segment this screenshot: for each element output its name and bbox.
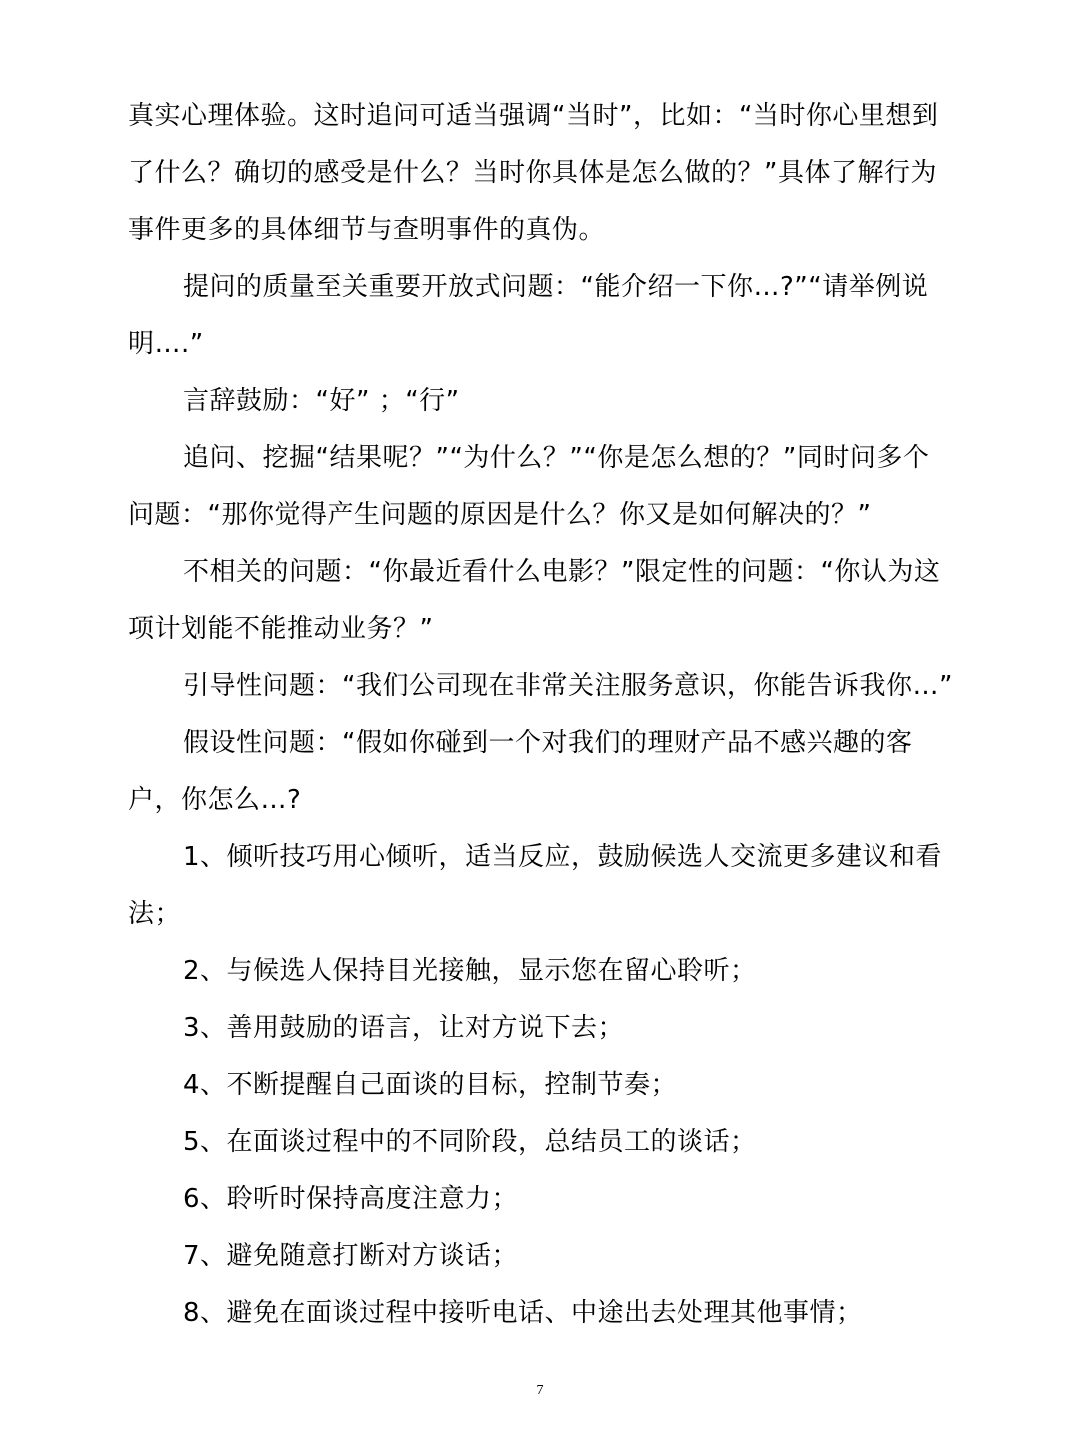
paragraph-hypothetical-questions: 假设性问题：“假如你碰到一个对我们的理财产品不感兴趣的客户，你怎么…? bbox=[128, 728, 913, 815]
paragraph-continuation: 真实心理体验。这时追问可适当强调“当时”，比如：“当时你心里想到了什么？确切的感受是什么？当时你具体是怎么做的？”具体了解行为事件更多的具体细节与查明事件的真伪。 bbox=[128, 101, 939, 245]
list-item-4: 4、不断提醒自己面谈的目标，控制节奏； bbox=[183, 1070, 678, 1100]
paragraph-irrelevant-questions: 不相关的问题：“你最近看什么电影？”限定性的问题：“你认为这项计划能不能推动业务？” bbox=[128, 557, 941, 644]
list-item-5: 5、在面谈过程中的不同阶段，总结员工的谈话； bbox=[183, 1127, 757, 1157]
paragraph-verbal-encouragement: 言辞鼓励：“好” ；“行” bbox=[183, 386, 460, 416]
list-item-3: 3、善用鼓励的语言，让对方说下去； bbox=[183, 1013, 625, 1043]
list-item-6: 6、聆听时保持高度注意力； bbox=[183, 1184, 519, 1214]
list-item-1: 1、倾听技巧用心倾听，适当反应，鼓励候选人交流更多建议和看法； bbox=[128, 842, 943, 929]
paragraph-follow-up-questions: 追问、挖掘“结果呢？”“为什么？”“你是怎么想的？”同时问多个问题：“那你觉得产生问题的原因是什么？你又是如何解决的？” bbox=[128, 443, 930, 530]
paragraph-leading-questions: 引导性问题：“我们公司现在非常关注服务意识，你能告诉我你…” bbox=[183, 671, 953, 701]
paragraph-question-quality: 提问的质量至关重要开放式问题：“能介绍一下你…?”“请举例说明….” bbox=[128, 272, 929, 359]
list-item-8: 8、避免在面谈过程中接听电话、中途出去处理其他事情； bbox=[183, 1298, 863, 1328]
list-item-2: 2、与候选人保持目光接触，显示您在留心聆听； bbox=[183, 956, 757, 986]
list-item-7: 7、避免随意打断对方谈话； bbox=[183, 1241, 519, 1271]
document-body bbox=[128, 88, 953, 1342]
page-number: 7 bbox=[536, 1383, 544, 1398]
